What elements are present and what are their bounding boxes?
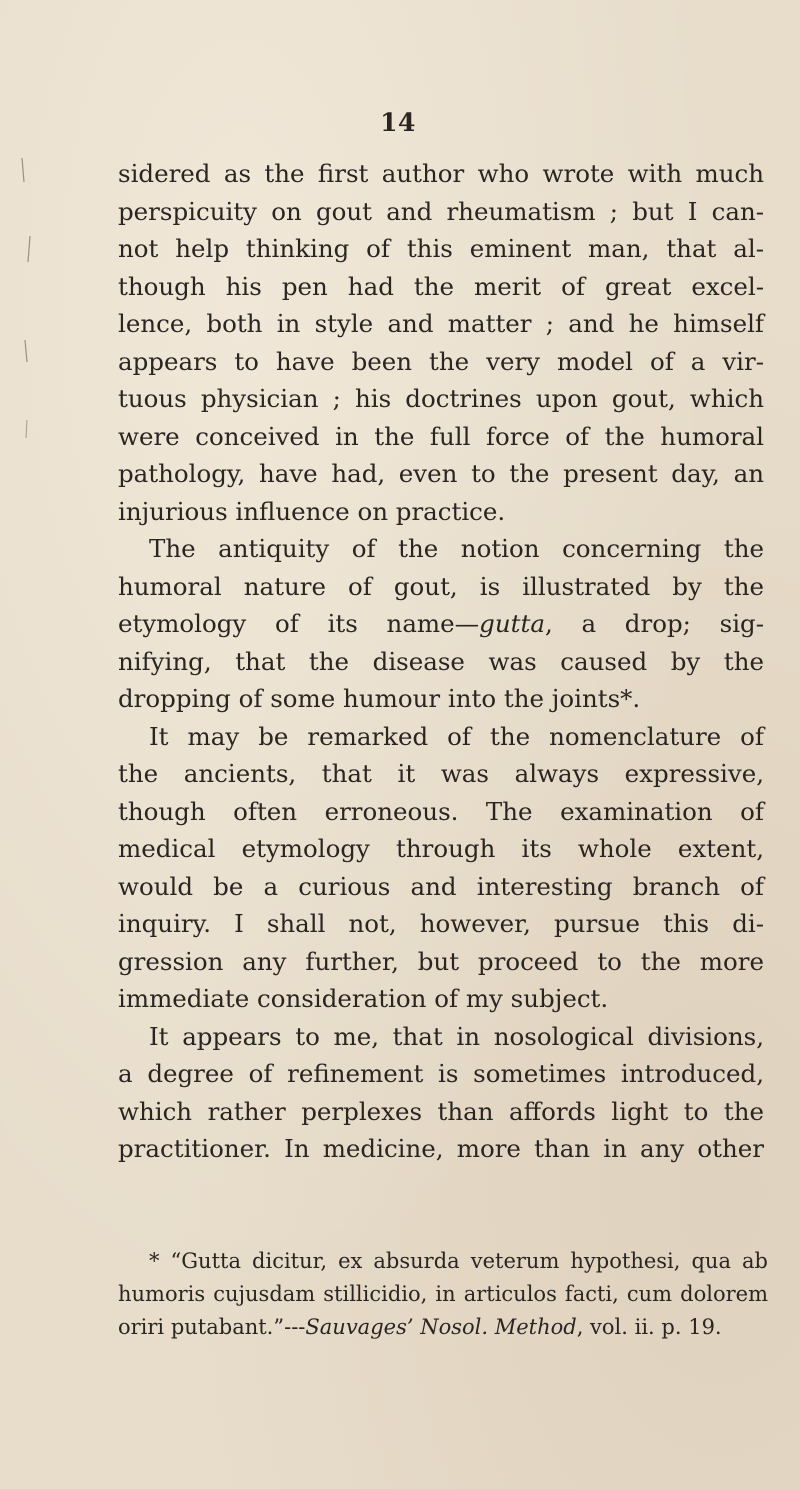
text-line: a degree of refinement is sometimes introduced, <box>118 1059 764 1088</box>
footnote-line: oriri putabant.”---Sauvages’ Nosol. Method, vol. ii. p. 19. <box>118 1315 722 1339</box>
text-line: which rather perplexes than affords light to the <box>118 1096 764 1126</box>
footnote-line: humoris cujusdam stillicidio, in articulos facti, cum dolorem <box>118 1282 768 1306</box>
text-line: gression any further, but proceed to the more <box>118 946 764 976</box>
text-line: practitioner. In medicine, more than in any other <box>118 1134 764 1163</box>
edge-mark <box>28 236 30 262</box>
paragraph-start-line: It may be remarked of the nomenclature of <box>149 721 764 751</box>
paragraph-start-line: The antiquity of the notion concerning the <box>149 534 764 563</box>
text-line: inquiry. I shall not, however, pursue this di- <box>118 909 764 938</box>
text-line: pathology, have had, even to the present day, an <box>118 459 764 488</box>
text-line: dropping of some humour into the joints*. <box>118 684 641 713</box>
body-text <box>118 155 764 1168</box>
edge-mark <box>25 340 27 362</box>
text-line: sidered as the first author who wrote with much <box>118 159 764 188</box>
footnote <box>118 1245 768 1344</box>
text-line: appears to have been the very model of a vir- <box>118 346 764 376</box>
text-line: immediate consideration of my subject. <box>118 984 609 1013</box>
page-edge-marks <box>0 0 60 1489</box>
footnote-line: * “Gutta dicitur, ex absurda veterum hypothesi, qua ab <box>149 1249 768 1273</box>
edge-mark <box>22 158 24 182</box>
text-line: perspicuity on gout and rheumatism ; but I can- <box>118 196 764 226</box>
text-line: humoral nature of gout, is illustrated by the <box>118 571 764 601</box>
text-line: the ancients, that it was always expressive, <box>118 759 764 788</box>
text-line: medical etymology through its whole extent, <box>118 834 764 863</box>
paragraph-start-line: It appears to me, that in nosological divisions, <box>149 1021 764 1051</box>
text-line: would be a curious and interesting branch of <box>118 871 764 901</box>
text-line: tuous physician ; his doctrines upon gout, which <box>118 384 764 413</box>
text-line: though often erroneous. The examination of <box>118 796 764 826</box>
text-line: were conceived in the full force of the humoral <box>118 421 764 451</box>
text-line: injurious influence on practice. <box>118 496 506 526</box>
text-line: lence, both in style and matter ; and he himself <box>118 309 764 338</box>
italic-term: Sauvages’ Nosol. Method <box>305 1315 577 1339</box>
text-line: though his pen had the merit of great excel- <box>118 271 764 301</box>
text-line: etymology of its name—gutta, a drop; sig- <box>118 609 764 638</box>
text-line: nifying, that the disease was caused by the <box>118 646 764 676</box>
edge-mark <box>26 420 27 438</box>
italic-term: gutta <box>479 609 545 638</box>
page-number: 14 <box>380 108 416 137</box>
text-line: not help thinking of this eminent man, that al- <box>118 234 764 263</box>
